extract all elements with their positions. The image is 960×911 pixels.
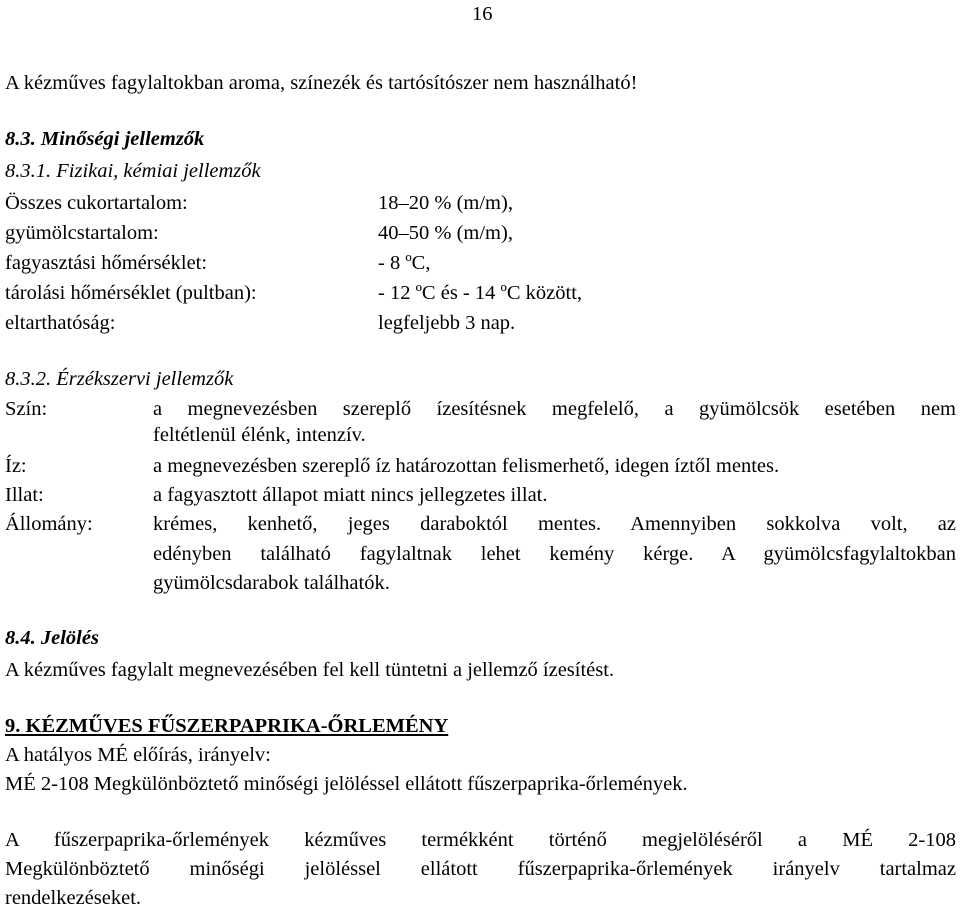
paragraph-line: Megkülönböztető minőségi jelöléssel ellátott fűszerpaprika-őrlemények irányelv tartalmaz [5, 858, 956, 880]
section-8-3-2-heading [5, 368, 233, 391]
sensory-text: edényben található fagylaltnak lehet kemény kérge. A gyümölcsfagylaltokban [153, 543, 956, 565]
section-9-heading: 9. KÉZMŰVES FŰSZERPAPRIKA-ŐRLEMÉNY [5, 715, 449, 737]
sensory-label: Íz: [5, 455, 27, 477]
section-8-3-number: 8.3. [5, 128, 36, 150]
property-label: Összes cukortartalom: [5, 192, 188, 214]
section-8-3-2-title: Érzékszervi jellemzők [56, 368, 234, 390]
sensory-text: a megnevezésben szereplő íz határozottan felismerhető, idegen íztől mentes. [153, 455, 780, 477]
property-value: 18–20 % (m/m), [378, 192, 513, 214]
sensory-text: a fagyasztott állapot miatt nincs jellegzetes illat. [153, 484, 548, 506]
section-8-3-2-number: 8.3.2. [5, 368, 52, 390]
section-8-3-1-heading [5, 160, 261, 183]
sensory-label: Állomány: [5, 513, 93, 535]
property-value: 40–50 % (m/m), [378, 222, 513, 244]
property-value: - 8 ºC, [378, 252, 431, 274]
sensory-label: Szín: [5, 398, 48, 420]
property-label: eltarthatóság: [5, 312, 116, 334]
section-8-4-heading [5, 627, 99, 650]
intro-line: A kézműves fagylaltokban aroma, színezék és tartósítószer nem használható! [5, 72, 638, 94]
regulation-reference: MÉ 2-108 Megkülönböztető minőségi jelöléssel ellátott fűszerpaprika-őrlemények. [5, 773, 688, 795]
property-value: legfeljebb 3 nap. [378, 312, 516, 334]
section-8-3-1-number: 8.3.1. [5, 160, 52, 182]
property-label: fagyasztási hőmérséklet: [5, 252, 208, 274]
sensory-label: Illat: [5, 484, 44, 506]
page-number: 16 [472, 3, 493, 25]
section-8-3-heading [5, 128, 204, 151]
section-8-4-number: 8.4. [5, 627, 36, 649]
section-8-4-text: A kézműves fagylalt megnevezésében fel kell tüntetni a jellemző ízesítést. [5, 659, 615, 681]
section-8-3-1-title: Fizikai, kémiai jellemzők [56, 160, 261, 182]
section-8-4-title: Jelölés [40, 627, 99, 649]
section-8-3-title: Minőségi jellemzők [40, 128, 205, 150]
paragraph-line: rendelkezéseket. [5, 887, 142, 909]
regulation-intro: A hatályos MÉ előírás, irányelv: [5, 744, 271, 766]
sensory-text: gyümölcsdarabok találhatók. [153, 572, 390, 594]
paragraph-line: A fűszerpaprika-őrlemények kézműves termékként történő megjelöléséről a MÉ 2-108 [5, 829, 956, 851]
property-value: - 12 ºC és - 14 ºC között, [378, 282, 583, 304]
sensory-text: krémes, kenhető, jeges daraboktól mentes. Amennyiben sokkolva volt, az [153, 513, 956, 535]
property-label: tárolási hőmérséklet (pultban): [5, 282, 257, 304]
sensory-text: feltétlenül élénk, intenzív. [153, 424, 366, 446]
sensory-text: a megnevezésben szereplő ízesítésnek megfelelő, a gyümölcsök esetében nem [153, 398, 956, 420]
property-label: gyümölcstartalom: [5, 222, 159, 244]
